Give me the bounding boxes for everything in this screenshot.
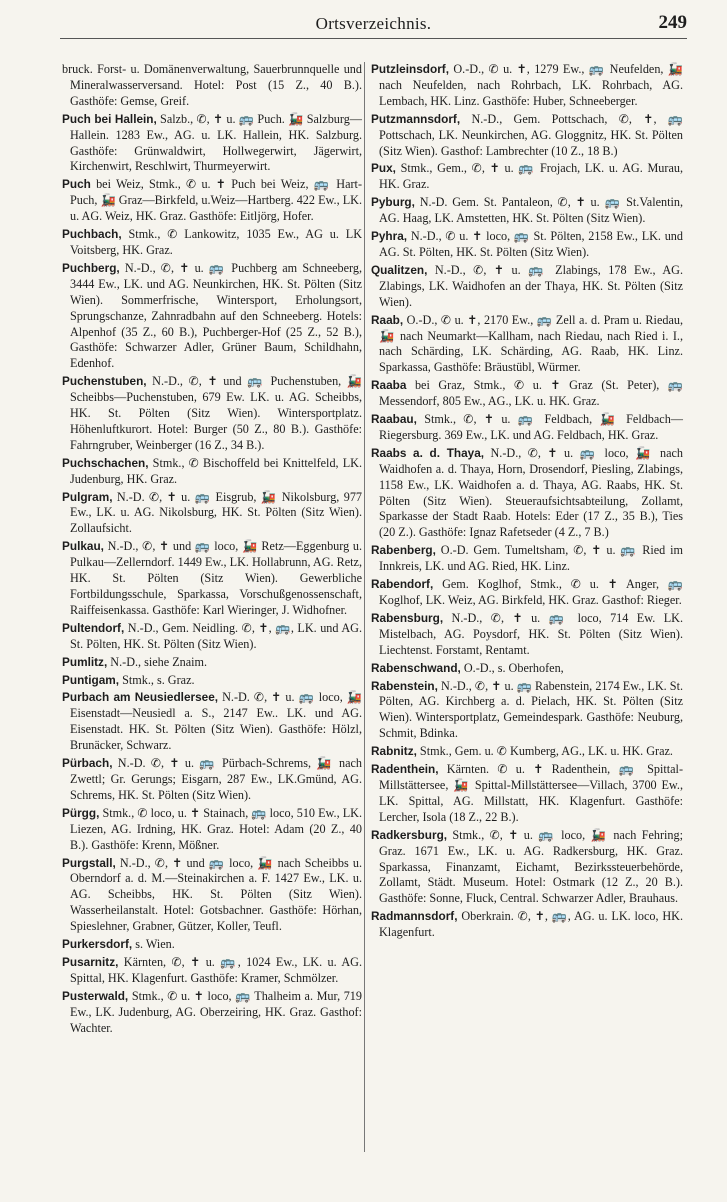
entry-place-name: Rabenberg, (371, 543, 436, 558)
entry-text: O.-D., ✆ u. ✝, 2170 Ew., 🚌 Zell a. d. Pram u. Riedau, 🚂 nach Neumarkt—Kallham, nach Riedau, nach Ried i. I., nach Schärding, LK. Schärding, AG. Raab, HK. Linz. Sparkassa, Gasthöfe: Bräustübl, Würmer. (379, 312, 683, 375)
directory-entry (62, 112, 362, 176)
directory-entry (371, 412, 683, 444)
directory-entry (371, 62, 683, 110)
directory-entry (371, 577, 683, 609)
left-column (62, 62, 362, 1038)
entry-place-name: Pyhra, (371, 229, 408, 244)
entry-place-name: Puchberg, (62, 260, 120, 275)
directory-entry (62, 655, 362, 671)
entry-place-name: Pusterwald, (62, 988, 129, 1003)
entry-text: N.-D. ✆, ✝ u. 🚌 Eisgrub, 🚂 Nikolsburg, 977 Ew., LK. u. AG. Nikolsburg, HK. St. Pölten (Sitz Wien). Zollaufsicht. (70, 489, 363, 536)
directory-entry (62, 456, 362, 488)
entry-text: N.-D., ✆, ✝ u. 🚌 Rabenstein, 2174 Ew., LK. St. Pölten, AG. Kirchberg a. d. Pielach, HK. St. Pölten (Sitz Wien). Wintersportplatz, Gemeindespark. Gasthöfe: Neuburg, Schmit, Bdinka. (379, 678, 684, 741)
entry-place-name: Puch (62, 177, 91, 192)
entry-text: s. Wien. (135, 937, 175, 952)
entry-text: Stmk., ✆ loco, u. ✝ Stainach, 🚌 loco, 510 Ew., LK. Liezen, AG. Irdning, HK. Graz. Hotel: Adam (20 Z., 40 B.). Gasthöfe: Krenn, Mößner. (70, 805, 363, 852)
entry-place-name: Radenthein, (371, 762, 439, 777)
directory-entry (62, 856, 362, 936)
entry-place-name: Raab, (371, 312, 404, 327)
entry-place-name: Radkersburg, (371, 827, 448, 842)
entry-place-name: Rabensburg, (371, 610, 444, 625)
entry-text: N.-D. ✆, ✝ u. 🚌 loco, 🚂 Eisenstadt—Neusiedl a. S., 2147 Ew.. LK. und AG. Eisenstadt. HK. St. Pölten (Sitz Wien). Gasthöfe: Hölzl, Brunäcker, Schwarz. (70, 690, 363, 753)
directory-entry (62, 177, 362, 225)
entry-place-name: Puchenstuben, (62, 374, 147, 389)
directory-entry (371, 762, 683, 826)
directory-entry (371, 744, 683, 760)
entry-text: N.-D., ✆, ✝ u. 🚌 loco, 714 Ew. LK. Mistelbach, AG. Poysdorf, HK. St. Pölten (Sitz Wien). Liechtenst. Forstamt, Rentamt. (379, 610, 684, 657)
entry-text: Stmk., s. Graz. (122, 672, 195, 687)
entry-place-name: Raaba (371, 378, 407, 393)
page-number: 249 (658, 12, 687, 33)
entry-place-name: Pusarnitz, (62, 954, 119, 969)
entry-place-name: Puch bei Hallein, (62, 111, 157, 126)
entry-text: bruck. Forst- u. Domänenverwaltung, Sauerbrunnquelle und Mineralwasserversand. Hotel: Post (15 Z., 40 B.). Gasthöfe: Gemse, Greif. (62, 62, 362, 108)
entry-text: N.-D., ✆, ✝ und 🚌 loco, 🚂 nach Scheibbs u. Oberndorf a. d. M.—Steinakirchen a. F. 1427 Ew., LK. u. AG. Scheibbs, HK. St. Pölten (Sitz Wien). Wasserheilanstalt. Hotel: Gotsbachner. Gasthöfe: Hörhan, Spieslehner, Grabner, Gützer, Koller, Teufl. (70, 855, 363, 934)
directory-entry (371, 679, 683, 743)
entry-text: Stmk., Gem. u. ✆ Kumberg, AG., LK. u. HK. Graz. (419, 744, 673, 759)
directory-entry (371, 112, 683, 160)
entry-place-name: Putzleinsdorf, (371, 62, 449, 76)
entry-place-name: Pux, (371, 161, 396, 176)
entry-place-name: Rabenstein, (371, 678, 438, 693)
directory-entry (371, 378, 683, 410)
directory-entry (62, 621, 362, 653)
entry-place-name: Radmannsdorf, (371, 909, 458, 924)
entry-place-name: Pultendorf, (62, 620, 125, 635)
entry-place-name: Putzmannsdorf, (371, 111, 461, 126)
directory-entry (62, 227, 362, 259)
directory-entry (62, 690, 362, 754)
page-title: Ortsverzeichnis. (315, 14, 432, 33)
directory-entry (62, 261, 362, 372)
entry-text: Stmk., ✆ Bischoffeld bei Knittelfeld, LK. Judenburg, HK. Graz. (70, 455, 362, 486)
directory-entry (371, 161, 683, 193)
entry-text: N.-D., ✆, ✝ und 🚌 loco, 🚂 Retz—Eggenburg u. Pulkau—Zellerndorf. 1449 Ew., LK. Hollabrunn, AG. Retz, HK. St. Pölten (Sitz Wien). Gewerbliche Fortbildungsschule, Sparkassa, Vorschußgenossenschaft, Raiffeisenkassa. Gasthöfe: Karl Wieringer, J. Widhofner. (70, 539, 363, 617)
entry-place-name: Puchschachen, (62, 455, 149, 470)
entry-place-name: Pürgg, (62, 805, 100, 820)
directory-entry (62, 937, 362, 953)
entry-text: O.-D., s. Oberhofen, (463, 660, 564, 675)
directory-entry (62, 756, 362, 804)
entry-place-name: Puntigam, (62, 672, 120, 687)
directory-entry (371, 611, 683, 659)
entry-place-name: Pürbach, (62, 756, 113, 771)
directory-entry (371, 828, 683, 908)
entry-text: O.-D. Gem. Tumeltsham, ✆, ✝ u. 🚌 Ried im Innkreis, LK. und AG. Ried, HK. Linz. (379, 543, 683, 574)
entry-text: Salzb., ✆, ✝ u. 🚌 Puch. 🚂 Salzburg—Hallein. 1283 Ew., AG. u. LK. Hallein, HK. Salzburg. Gasthöfe: Grünwaldwirt, Hollwegerwirt, Jägerwirt, Kirchenwirt, Reschlwirt, Thurmeyerwirt. (70, 111, 362, 174)
entry-place-name: Pyburg, (371, 195, 415, 210)
directory-entry (62, 62, 362, 110)
directory-entry (62, 673, 362, 689)
directory-entry (371, 661, 683, 677)
entry-text: Gem. Koglhof, Stmk., ✆ u. ✝ Anger, 🚌 Koglhof, LK. Weiz, AG. Birkfeld, HK. Graz. Gasthof: Rieger. (379, 577, 684, 607)
directory-entry (62, 955, 362, 987)
entry-text: N.-D., Gem. Neidling. ✆, ✝, 🚌, LK. und AG. St. Pölten, HK. St. Pölten (Sitz Wien). (70, 620, 363, 651)
entry-text: Kärnten, ✆, ✝ u. 🚌, 1024 Ew., LK. u. AG. Spittal, HK. Klagenfurt. Gasthöfe: Kramer, Schmölzer. (70, 954, 363, 985)
entry-text: N.-D., ✆, ✝ u. 🚌 Puchberg am Schneeberg, 3444 Ew., LK. und AG. Neunkirchen, HK. St. Pölten (Sitz Wien). Sommerfrische, Wintersport, Erholungsort, Sprungschanze, Zahnradbahn auf den Schneeberg. Hotels: Alpenhof (35 Z., 60 B.), Puchberger-Hof (25 Z., 52 B.), Gasthöfe: Schwarzer Adler, Grüner Baum, Schildhahn, Edenhof. (70, 260, 362, 371)
entry-text: Stmk., ✆, ✝ u. 🚌 Feldbach, 🚂 Feldbach—Riegersburg. 369 Ew., LK. und AG. Feldbach, HK. Graz. (379, 412, 683, 442)
entry-text: N.-D. ✆, ✝ u. 🚌 Pürbach-Schrems, 🚂 nach Zwettl; Gr. Gerungs; Eisgarn, 287 Ew., LK.Gmünd, AG. Schrems, HK. St. Pölten (Sitz Wien). (70, 756, 362, 802)
entry-text: Kärnten. ✆ u. ✝ Radenthein, 🚌 Spittal-Millstättersee, 🚂 Spittal-Millstättersee—Villach, 3700 Ew., LK. Spittal, AG. Millstatt, HK. Klagenfurt. Gasthöfe: Lercher, Isola (18 Z., 22 B.). (379, 762, 683, 824)
entry-text: N.-D., ✆, ✝ u. 🚌 Zlabings, 178 Ew., AG. Zlabings, LK. Waidhofen an der Thaya, HK. St. Pölten (Sitz Wien). (379, 262, 684, 309)
entry-place-name: Purgstall, (62, 855, 116, 870)
entry-text: Oberkrain. ✆, ✝, 🚌, AG. u. LK. loco, HK. Klagenfurt. (379, 909, 684, 940)
directory-entry (371, 446, 683, 541)
entry-text: N.-D., Gem. Pottschach, ✆, ✝, 🚌 Pottschach, LK. Neunkirchen, AG. Gloggnitz, HK. St. Pölten (Sitz Wien). Gasthof: Lambrechter (10 Z., 18 B.) (379, 111, 683, 158)
entry-text: N.-D., siehe Znaim. (110, 654, 208, 669)
entry-text: Stmk., ✆, ✝ u. 🚌 loco, 🚂 nach Fehring; Graz. 1671 Ew., LK. u. AG. Radkersburg, HK. Graz. Sparkassa, Finanzamt, Eichamt, Bezirkssteuerbehörde, Zollamt, Städt. Museum. Hotel: Ostmark (12 Z., 20 B.). Gasthöfe: Sonne, Fluck, Central. Schwarzer Adler, Brauhaus. (379, 827, 683, 906)
directory-entry (62, 989, 362, 1037)
entry-text: Stmk., ✆ Lankowitz, 1035 Ew., AG u. LK Voitsberg, HK. Graz. (70, 227, 363, 257)
entry-place-name: Qualitzen, (371, 262, 428, 277)
entry-text: bei Graz, Stmk., ✆ u. ✝ Graz (St. Peter), 🚌 Messendorf, 805 Ew., AG., LK. u. HK. Graz. (379, 378, 684, 409)
entry-place-name: Puchbach, (62, 227, 122, 242)
directory-entry (371, 195, 683, 227)
entry-text: bei Weiz, Stmk., ✆ u. ✝ Puch bei Weiz, 🚌 Hart-Puch, 🚂 Graz—Birkfeld, u.Weiz—Hartberg. 422 Ew., LK. u. AG. Weiz, HK. Graz. Gasthöfe: Eitljörg, Hofer. (70, 177, 363, 224)
entry-place-name: Purkersdorf, (62, 937, 133, 952)
entry-place-name: Raabs a. d. Thaya, (371, 445, 485, 460)
entry-place-name: Rabnitz, (371, 744, 417, 759)
column-divider (364, 62, 365, 1152)
directory-entry (62, 374, 362, 454)
entry-text: N.-D., ✆ u. ✝ loco, 🚌 St. Pölten, 2158 Ew., LK. und AG. St. Pölten, HK. St. Pölten (Sitz Wien). (379, 229, 683, 259)
entry-text: O.-D., ✆ u. ✝, 1279 Ew., 🚌 Neufelden, 🚂 nach Neufelden, nach Rohrbach, LK. Rohrbach, AG. Lembach, HK. Linz. Gasthöfe: Huber, Schneeberger. (379, 62, 683, 108)
entry-place-name: Rabenschwand, (371, 660, 461, 675)
page-header (60, 10, 687, 39)
entry-place-name: Pulkau, (62, 539, 104, 554)
directory-entry (371, 543, 683, 575)
entry-place-name: Pulgram, (62, 489, 113, 504)
directory-entry (371, 229, 683, 261)
right-column (371, 62, 683, 943)
directory-entry (371, 313, 683, 377)
entry-text: N.-D., ✆, ✝ und 🚌 Puchenstuben, 🚂 Scheibbs—Puchenstuben, 679 Ew. LK. u. AG. Scheibbs, HK. St. Pölten (Sitz Wien). Wintersportplatz. Höhenluftkurort. Hotel: Burger (50 Z., 80 B.). Gasthöfe: Fahrngruber, Weinberger (16 Z., 34 B.). (70, 374, 362, 452)
entry-place-name: Raabau, (371, 412, 417, 427)
entry-text: Stmk., ✆ u. ✝ loco, 🚌 Thalheim a. Mur, 719 Ew., LK. Judenburg, AG. Oberzeiring, HK. Graz. Gasthof: Wachter. (70, 988, 362, 1035)
directory-entry (371, 263, 683, 311)
entry-place-name: Pumlitz, (62, 654, 108, 669)
directory-entry (62, 539, 362, 619)
entry-text: N.-D. Gem. St. Pantaleon, ✆, ✝ u. 🚌 St.Valentin, AG. Haag, LK. Amstetten, HK. St. Pölten (Sitz Wien). (379, 195, 683, 226)
entry-text: Stmk., Gem., ✆, ✝ u. 🚌 Frojach, LK. u. AG. Murau, HK. Graz. (379, 161, 683, 192)
entry-place-name: Purbach am Neusiedlersee, (62, 690, 219, 705)
directory-entry (371, 909, 683, 941)
directory-entry (62, 806, 362, 854)
entry-text: N.-D., ✆, ✝ u. 🚌 loco, 🚂 nach Waidhofen a. d. Thaya, Horn, Drosendorf, Piesling, Zlabings, 1158 Ew., LK. Waidhofen a. d. Thaya, AG. Raabs, HK. St. Pölten (Sitz Wien). Steueraufsichtsabteilung, Zollamt, Sparkasse der Stadt Raab. Hotels: Eder (17 Z., 35 B.), Ties (20 Z.). Gasthöfe: Ignaz Rafetseder (4 Z., 7 B.) (379, 445, 683, 540)
directory-entry (62, 490, 362, 538)
entry-place-name: Rabendorf, (371, 577, 434, 592)
